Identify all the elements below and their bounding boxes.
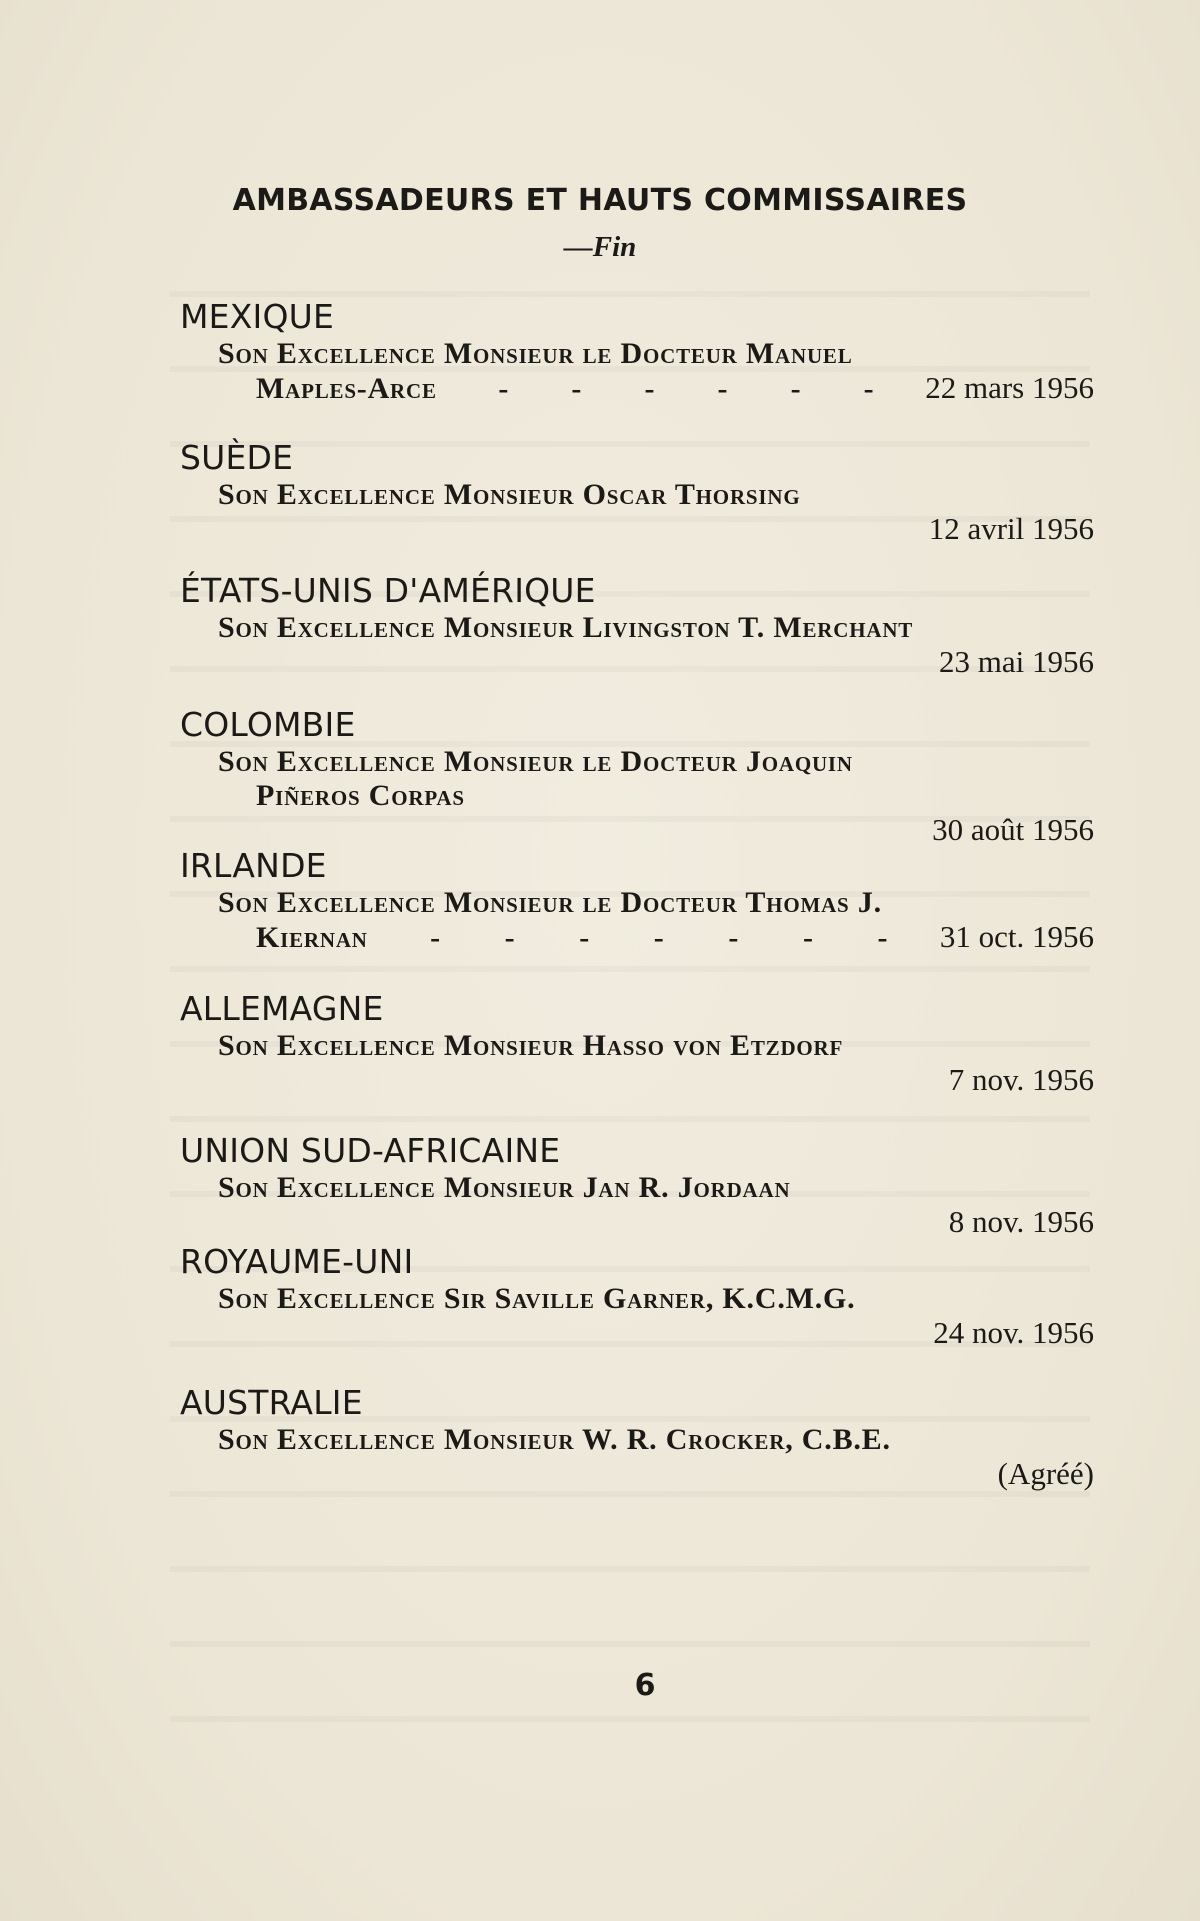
ambassador-line: Son Excellence Sir Saville Garner, K.C.M.G. bbox=[218, 1282, 856, 1315]
country-name: SUÈDE bbox=[180, 438, 294, 477]
country-name: IRLANDE bbox=[180, 846, 327, 885]
ambassador-line: Son Excellence Monsieur Livingston T. Merchant bbox=[218, 611, 914, 644]
entry-irlande bbox=[180, 846, 1094, 955]
country-name: ÉTATS-UNIS D'AMÉRIQUE bbox=[180, 571, 596, 610]
ambassador-line: Son Excellence Monsieur le Docteur Manuel bbox=[218, 337, 853, 370]
page-title: AMBASSADEURS ET HAUTS COMMISSAIRES bbox=[232, 183, 968, 218]
ambassador-line: Son Excellence Monsieur Oscar Thorsing bbox=[218, 478, 801, 511]
dot-leader: - - - - - - - bbox=[430, 921, 888, 954]
entry-etats-unis bbox=[180, 571, 1094, 679]
ambassador-name-continued: Kiernan bbox=[256, 921, 368, 954]
ambassador-line: Son Excellence Monsieur Jan R. Jordaan bbox=[218, 1171, 791, 1204]
ambassador-line: Son Excellence Monsieur Hasso von Etzdorf bbox=[218, 1029, 844, 1062]
page-subtitle: —Fin bbox=[563, 231, 637, 263]
entry-allemagne bbox=[180, 989, 1094, 1097]
agreement-status: (Agréé) bbox=[997, 1456, 1094, 1491]
ambassador-line-continued bbox=[180, 920, 1094, 955]
accreditation-date: 8 nov. 1956 bbox=[948, 1204, 1094, 1239]
ambassador-line-continued bbox=[180, 371, 1094, 406]
country-name: UNION SUD-AFRICAINE bbox=[180, 1131, 561, 1170]
country-name: MEXIQUE bbox=[180, 297, 335, 336]
entry-royaume-uni bbox=[180, 1242, 1094, 1350]
ambassador-line: Son Excellence Monsieur W. R. Crocker, C.B.E. bbox=[218, 1423, 891, 1456]
accreditation-date: 30 août 1956 bbox=[932, 812, 1094, 847]
accreditation-date: 22 mars 1956 bbox=[925, 370, 1094, 405]
country-name: ROYAUME-UNI bbox=[180, 1242, 414, 1281]
dot-leader: - - - - - - bbox=[498, 372, 874, 405]
entry-mexique bbox=[180, 297, 1094, 406]
country-name: ALLEMAGNE bbox=[180, 989, 384, 1028]
entry-union-sud-africaine bbox=[180, 1131, 1094, 1239]
entry-suede bbox=[180, 438, 1094, 546]
country-name: COLOMBIE bbox=[180, 705, 356, 744]
country-name: AUSTRALIE bbox=[180, 1383, 363, 1422]
ambassador-line: Son Excellence Monsieur le Docteur Thomas J. bbox=[218, 886, 882, 919]
accreditation-date: 7 nov. 1956 bbox=[948, 1062, 1094, 1097]
accreditation-date: 23 mai 1956 bbox=[939, 644, 1094, 679]
page-number: 6 bbox=[634, 1668, 656, 1703]
entry-australie bbox=[180, 1383, 1094, 1491]
ambassador-name-continued: Maples-Arce bbox=[256, 372, 437, 405]
entry-colombie bbox=[180, 705, 1094, 847]
accreditation-date: 24 nov. 1956 bbox=[933, 1315, 1094, 1350]
accreditation-date: 31 oct. 1956 bbox=[939, 919, 1094, 954]
accreditation-date: 12 avril 1956 bbox=[928, 511, 1094, 546]
ambassador-line-continued: Piñeros Corpas bbox=[256, 779, 465, 812]
ambassador-line: Son Excellence Monsieur le Docteur Joaquin bbox=[218, 745, 853, 778]
